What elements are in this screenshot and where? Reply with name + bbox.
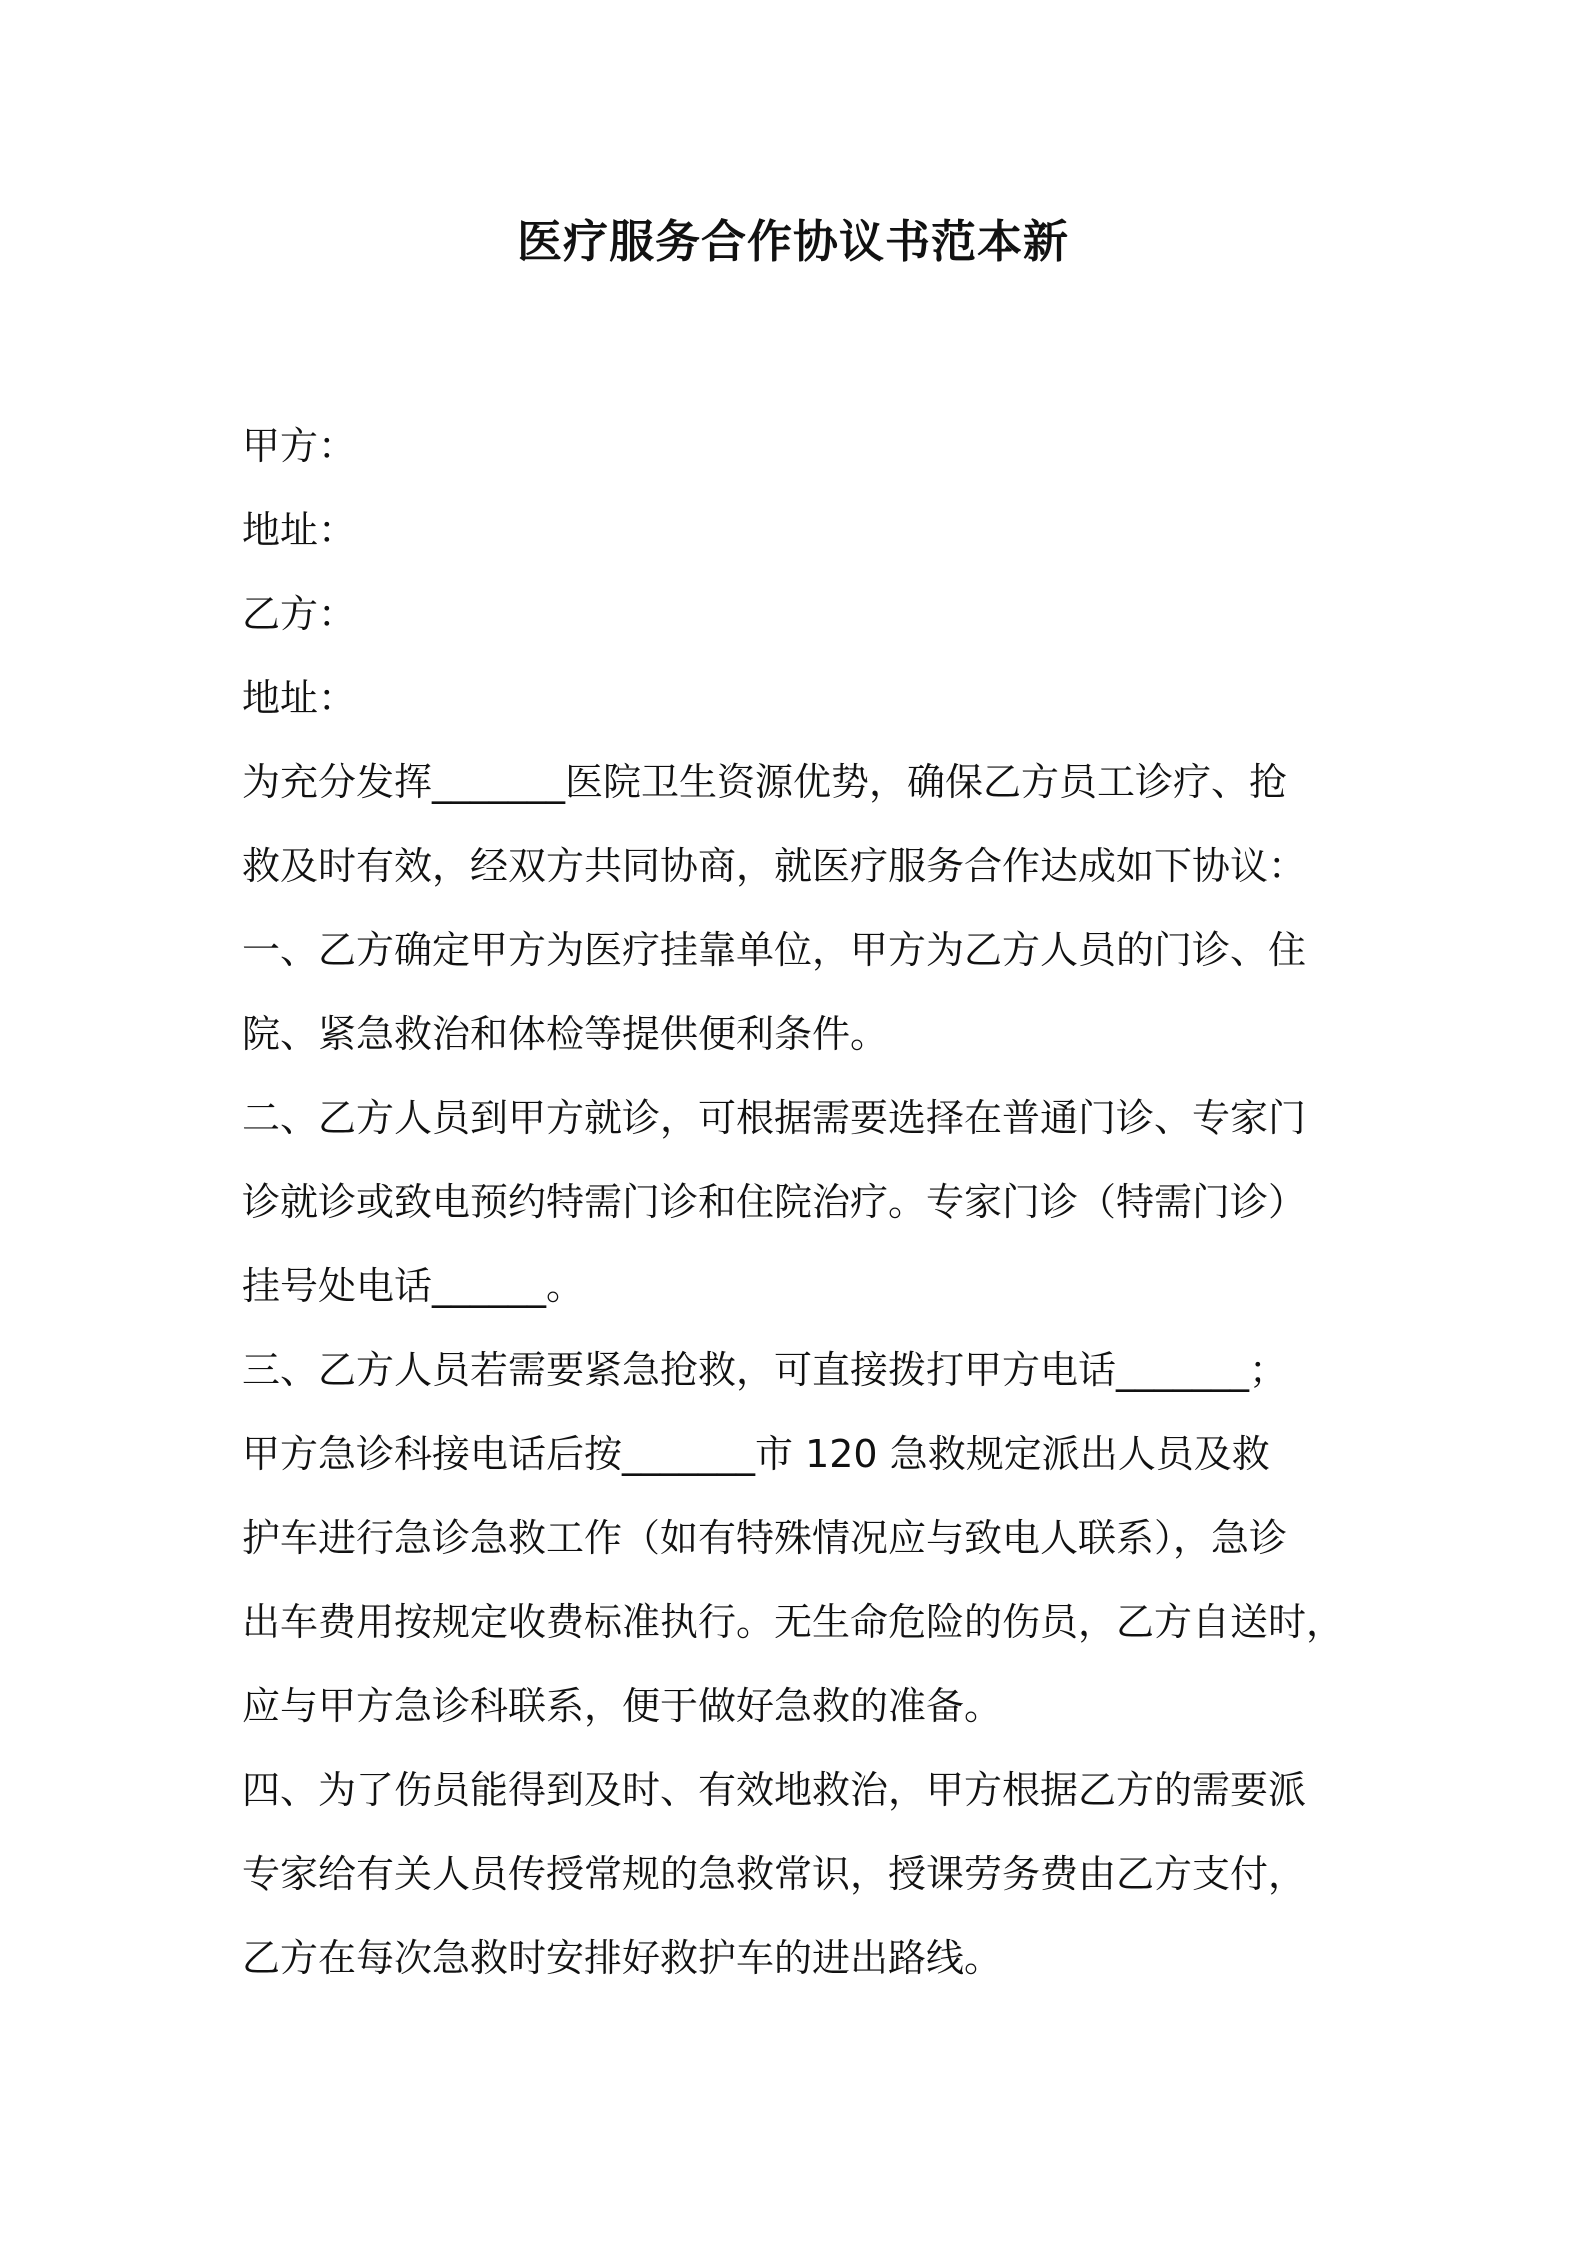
intro-line: 为充分发挥_______医院卫生资源优势，确保乙方员工诊疗、抢 xyxy=(242,760,1288,804)
clause-3-line: 应与甲方急诊科联系，便于做好急救的准备。 xyxy=(242,1684,1003,1728)
party-a-label: 甲方： xyxy=(242,424,357,468)
party-b-address-label: 地址： xyxy=(242,676,357,720)
clause-2-line: 二、乙方人员到甲方就诊，可根据需要选择在普通门诊、专家门 xyxy=(242,1096,1307,1140)
party-b-label: 乙方： xyxy=(242,592,357,636)
intro-line: 救及时有效，经双方共同协商，就医疗服务合作达成如下协议： xyxy=(242,844,1307,888)
clause-3-line: 出车费用按规定收费标准执行。无生命危险的伤员，乙方自送时， xyxy=(242,1600,1345,1644)
clause-4-line: 专家给有关人员传授常规的急救常识，授课劳务费由乙方支付， xyxy=(242,1852,1307,1896)
clause-3-line: 甲方急诊科接电话后按_______市 120 急救规定派出人员及救 xyxy=(242,1432,1270,1476)
clause-4-line: 四、为了伤员能得到及时、有效地救治，甲方根据乙方的需要派 xyxy=(242,1768,1307,1812)
clause-3-line: 三、乙方人员若需要紧急抢救，可直接拨打甲方电话_______； xyxy=(242,1348,1288,1392)
document-title: 医疗服务合作协议书范本新 xyxy=(516,215,1069,268)
clause-2-line: 诊就诊或致电预约特需门诊和住院治疗。专家门诊（特需门诊） xyxy=(242,1180,1307,1224)
clause-2-line: 挂号处电话______。 xyxy=(242,1264,585,1308)
clause-1-line: 院、紧急救治和体检等提供便利条件。 xyxy=(242,1012,889,1056)
party-a-address-label: 地址： xyxy=(242,508,357,552)
clause-1-line: 一、乙方确定甲方为医疗挂靠单位，甲方为乙方人员的门诊、住 xyxy=(242,928,1307,972)
clause-4-line: 乙方在每次急救时安排好救护车的进出路线。 xyxy=(242,1936,1003,1980)
document-body xyxy=(242,404,1352,2000)
clause-3-line: 护车进行急诊急救工作（如有特殊情况应与致电人联系），急诊 xyxy=(242,1516,1288,1560)
